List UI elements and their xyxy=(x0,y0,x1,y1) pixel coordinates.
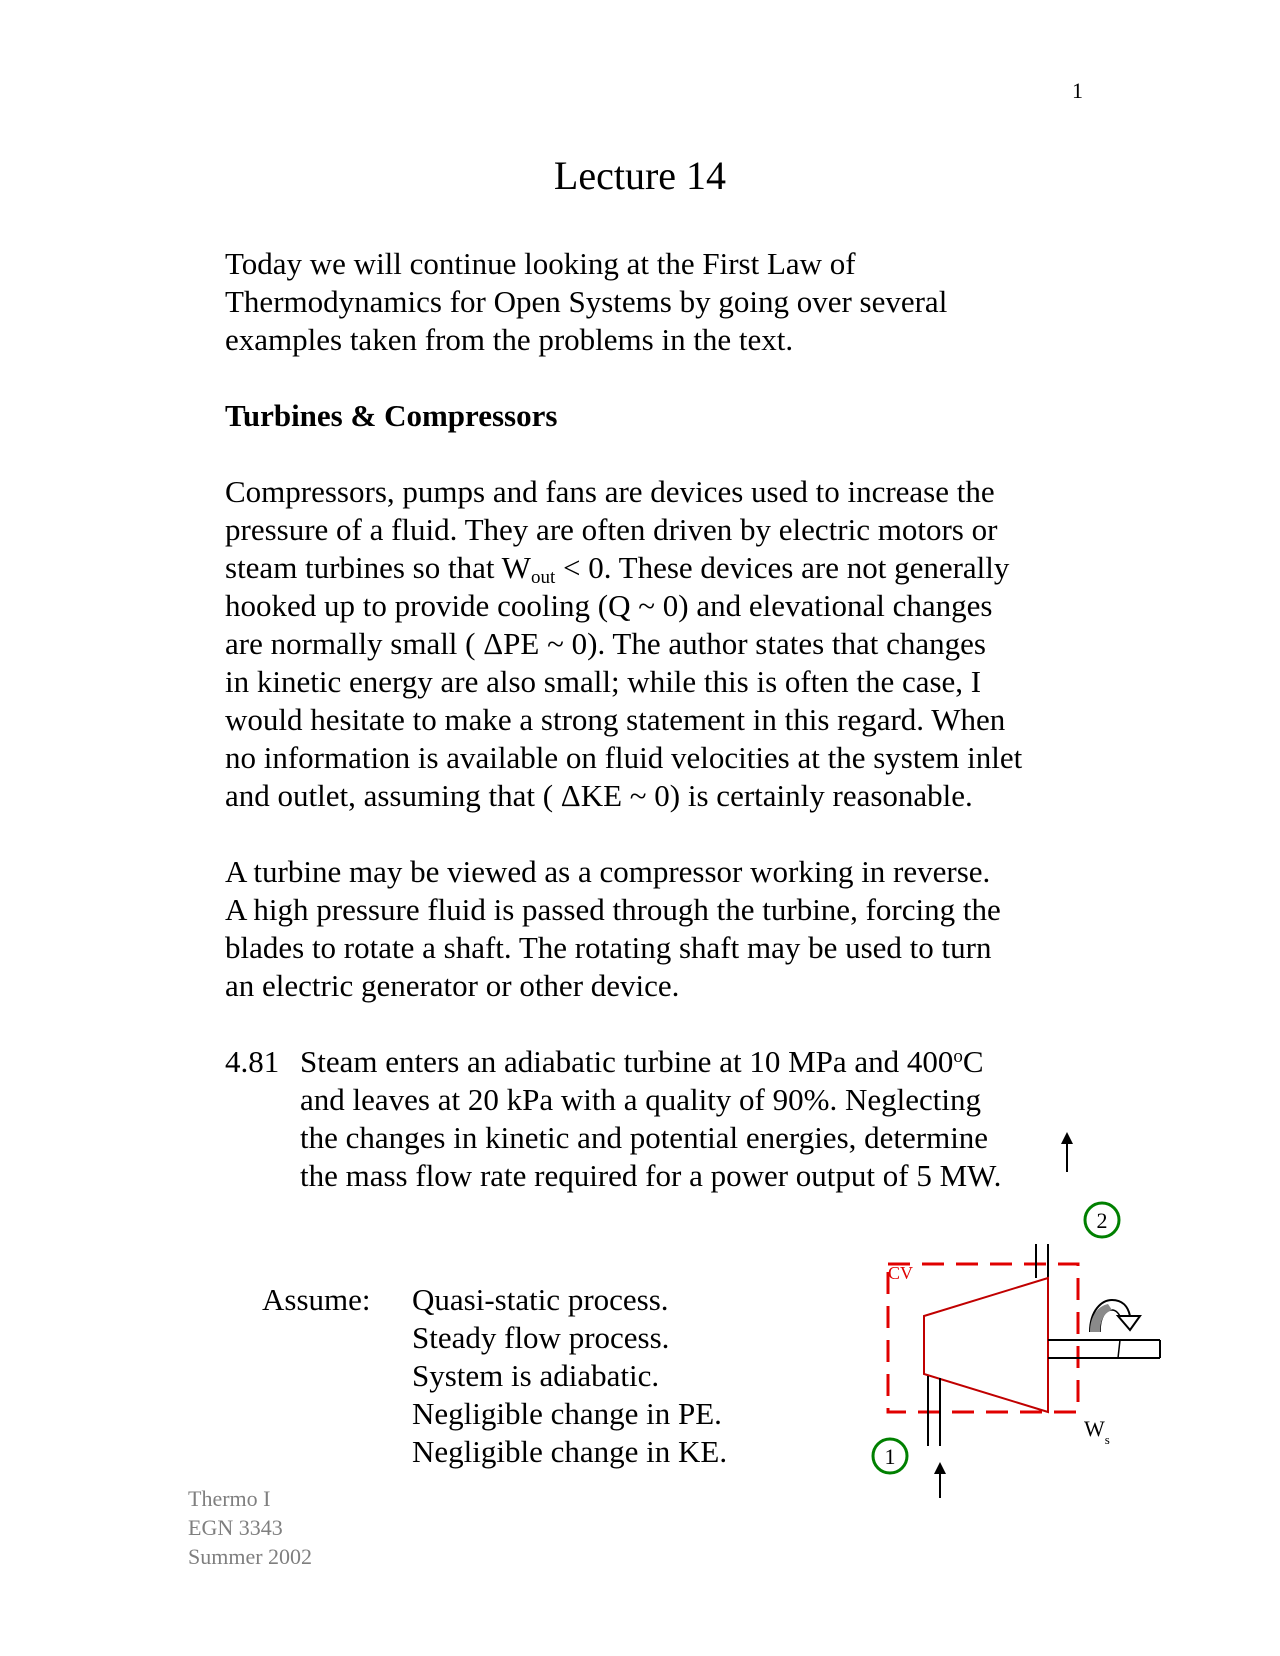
footer-course-code: EGN 3343 xyxy=(188,1515,283,1540)
paragraph-line: are normally small ( ΔPE ~ 0). The author states that changes xyxy=(225,626,986,661)
exit-arrow-upper xyxy=(1061,1132,1073,1172)
assumption-item: System is adiabatic. xyxy=(412,1358,660,1393)
paragraph-line: would hesitate to make a strong statement in this regard. When xyxy=(225,702,1006,737)
assumption-item: Negligible change in PE. xyxy=(412,1396,722,1431)
subscript-out: out xyxy=(530,567,556,588)
paragraph-line: hooked up to provide cooling (Q ~ 0) and elevational changes xyxy=(225,588,993,623)
paragraph-text: < 0. These devices are not generally xyxy=(555,550,1010,585)
paragraph-line: blades to rotate a shaft. The rotating shaft may be used to turn xyxy=(225,930,992,965)
page-number: 1 xyxy=(1072,78,1083,103)
turbine-body xyxy=(924,1278,1048,1412)
problem-text: Steam enters an adiabatic turbine at 10 MPa and 400 xyxy=(300,1044,954,1079)
footer-course-name: Thermo I xyxy=(188,1486,271,1511)
intro-line: Thermodynamics for Open Systems by going over several xyxy=(225,284,948,319)
svg-text:2: 2 xyxy=(1096,1208,1108,1233)
shaft-work-label xyxy=(1084,1416,1110,1447)
degree-superscript: o xyxy=(953,1046,963,1067)
assumption-item: Negligible change in KE. xyxy=(412,1434,728,1469)
problem-number: 4.81 xyxy=(225,1044,280,1079)
paragraph-line: A high pressure fluid is passed through the turbine, forcing the xyxy=(225,892,1001,927)
problem-line: and leaves at 20 kPa with a quality of 90%. Neglecting xyxy=(300,1082,981,1117)
turbine-diagram xyxy=(850,1130,1180,1510)
section-heading: Turbines & Compressors xyxy=(225,398,558,433)
assumption-item: Steady flow process. xyxy=(412,1320,670,1355)
paragraph-line: Compressors, pumps and fans are devices used to increase the xyxy=(225,474,995,509)
page-title: Lecture 14 xyxy=(553,153,727,198)
work-subscript: s xyxy=(1104,1432,1110,1447)
state-2-marker xyxy=(1085,1203,1119,1237)
footer-term: Summer 2002 xyxy=(188,1544,313,1569)
assumption-item: Quasi-static process. xyxy=(412,1282,669,1317)
work-symbol: W xyxy=(1084,1416,1105,1441)
paragraph-line: A turbine may be viewed as a compressor working in reverse. xyxy=(225,854,991,889)
shaft xyxy=(1048,1340,1160,1358)
problem-line: the mass flow rate required for a power output of 5 MW. xyxy=(300,1158,1002,1193)
problem-text: C xyxy=(962,1044,984,1079)
rotation-arrow-icon xyxy=(1090,1300,1140,1332)
outlet-pipe xyxy=(1036,1244,1048,1278)
paragraph-line: no information is available on fluid velocities at the system inlet xyxy=(225,740,1023,775)
paragraph-text: steam turbines so that W xyxy=(225,550,531,585)
paragraph-line: an electric generator or other device. xyxy=(225,968,680,1003)
intro-line: Today we will continue looking at the First Law of xyxy=(225,246,856,281)
paragraph-line: in kinetic energy are also small; while this is often the case, I xyxy=(225,664,982,699)
paragraph-line: and outlet, assuming that ( ΔKE ~ 0) is certainly reasonable. xyxy=(225,778,973,813)
state-1-marker xyxy=(873,1439,907,1473)
intro-line: examples taken from the problems in the text. xyxy=(225,322,794,357)
cv-label: CV xyxy=(888,1263,914,1283)
problem-line: the changes in kinetic and potential energies, determine xyxy=(300,1120,989,1155)
paragraph-line: pressure of a fluid. They are often driven by electric motors or xyxy=(225,512,998,547)
problem-line xyxy=(300,1046,984,1077)
assume-label: Assume: xyxy=(262,1282,371,1317)
inlet-arrow xyxy=(934,1462,946,1498)
svg-text:1: 1 xyxy=(884,1444,896,1469)
paragraph-line xyxy=(225,552,1009,587)
